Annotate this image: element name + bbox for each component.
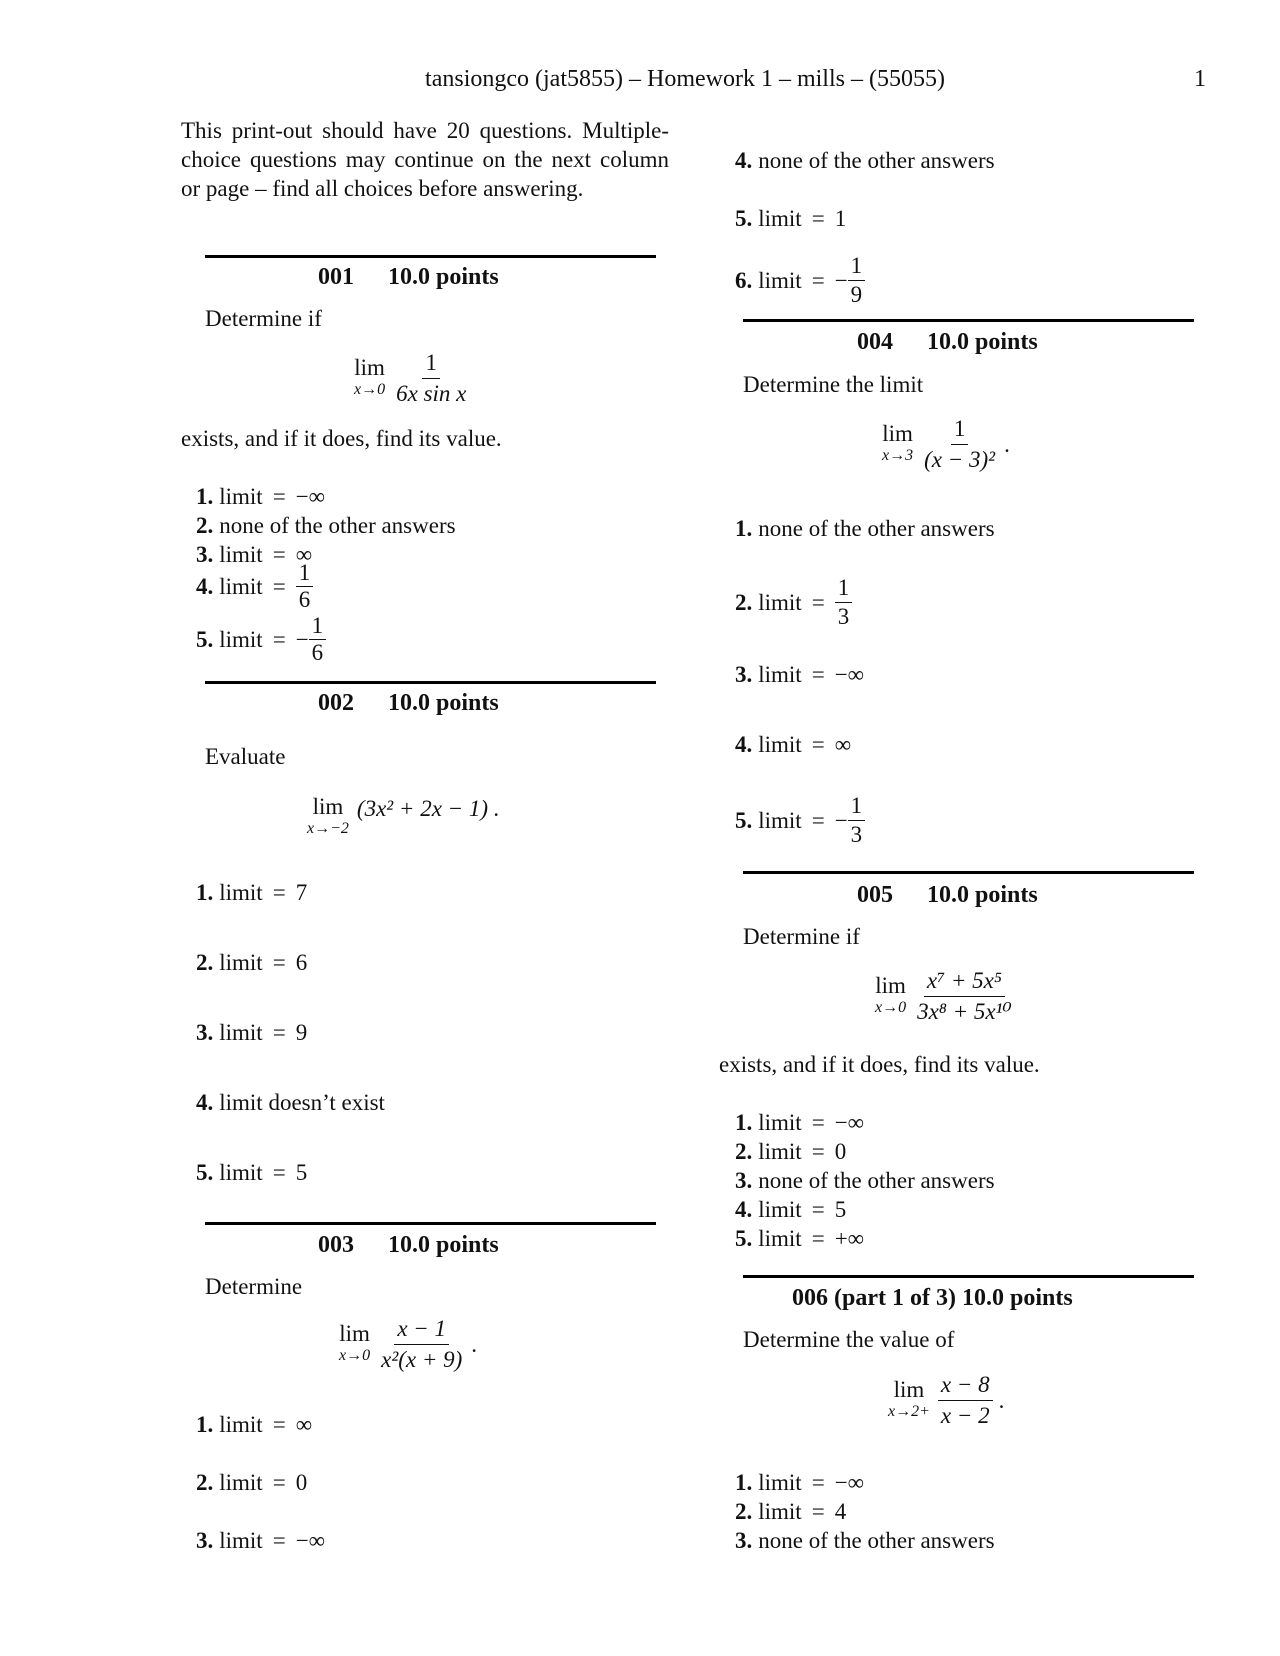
- choice-1[interactable]: 1. limit = −∞: [735, 1470, 865, 1495]
- page-header: [0, 66, 1280, 100]
- question-followup: exists, and if it does, find its value.: [181, 426, 502, 451]
- fraction: $\frac{x - 8}{x - 2}$: [938, 1370, 993, 1431]
- limit-expression: [307, 796, 500, 840]
- polynomial: (3x² + 2x − 1) .: [356, 796, 500, 821]
- choice-1[interactable]: 1. limit = −∞: [196, 484, 326, 509]
- limit-operator: lim x→0: [875, 972, 907, 1016]
- choice-1[interactable]: 1. none of the other answers: [735, 516, 995, 541]
- choice-2[interactable]: 2. limit = 6: [196, 950, 308, 975]
- choice-3[interactable]: 3. limit = −∞: [196, 1528, 326, 1553]
- fraction: $\frac{1}{\text{6x sin x}}$: [396, 350, 467, 406]
- question-number: 003: [318, 1232, 354, 1258]
- question-number: 002: [318, 690, 354, 716]
- question-points: 10.0 points: [388, 1232, 499, 1258]
- question-header-006: 006 (part 1 of 3) 10.0 points: [792, 1285, 1073, 1311]
- limit-expression: lim x→2+ $\frac{x - 8}{x - 2}$ .: [888, 1370, 1004, 1431]
- choice-3[interactable]: 3. limit = −∞: [735, 662, 865, 687]
- question-header-004: [857, 329, 1038, 356]
- intro-paragraph: This print-out should have 20 questions. Multiple-choice questions may continue on the next column or page – find all choices before answering.: [181, 118, 669, 201]
- question-points: 10.0 points: [927, 882, 1038, 908]
- question-divider: [205, 255, 656, 258]
- question-prompt: Evaluate: [205, 744, 286, 769]
- limit-operator: lim x→0: [339, 1320, 371, 1364]
- choice-2[interactable]: 2. limit = 0: [196, 1470, 308, 1495]
- question-header-005: [857, 882, 1038, 909]
- limit-operator: lim x→3: [882, 420, 914, 464]
- choice-1[interactable]: 1. limit = 7: [196, 880, 308, 905]
- question-divider: [205, 681, 656, 684]
- question-number: 001: [318, 264, 354, 290]
- choice-1[interactable]: 1. limit = −∞: [735, 1110, 865, 1135]
- fraction: $\frac{x - 1}{\text{x²(x + 9)}}$: [381, 1316, 463, 1372]
- choice-4[interactable]: 4. none of the other answers: [735, 148, 995, 173]
- choice-5[interactable]: 5. limit = − $\frac{1}{3}$: [735, 792, 865, 849]
- choice-5[interactable]: 5. limit = 5: [196, 1160, 308, 1185]
- question-points: 10.0 points: [927, 329, 1038, 355]
- choice-2[interactable]: 2. limit = 0: [735, 1139, 847, 1164]
- limit-operator: lim x→0: [354, 354, 386, 398]
- choice-3[interactable]: 3. limit = 9: [196, 1020, 308, 1045]
- choice-3[interactable]: 3. none of the other answers: [735, 1528, 995, 1553]
- question-prompt: Determine the limit: [743, 372, 924, 397]
- choice-6[interactable]: 6. limit = − $\frac{1}{9}$: [735, 252, 865, 309]
- limit-expression: lim x→0 $\frac{x - 1}{\text{x²(x + 9)}}$ .: [339, 1314, 477, 1375]
- fraction: $\frac{\text{x⁷ + 5x⁵}}{\text{3x⁸ + 5x¹⁰}}$: [917, 968, 1012, 1024]
- choice-4[interactable]: 4. limit = ∞: [735, 732, 852, 757]
- question-points: 10.0 points: [388, 264, 499, 290]
- question-number: 004: [857, 329, 893, 355]
- question-divider: [743, 871, 1194, 874]
- choice-4[interactable]: 4. limit = $\frac{1}{6}$: [196, 560, 313, 613]
- question-header-002: [318, 690, 499, 717]
- limit-operator: lim x→−2: [307, 794, 349, 837]
- question-divider: [205, 1222, 656, 1225]
- question-number: 005: [857, 882, 893, 908]
- header-title: tansiongco (jat5855) – Homework 1 – mills – (55055): [425, 66, 945, 92]
- choice-2[interactable]: 2. limit = $\frac{1}{3}$: [735, 574, 852, 631]
- question-divider: [743, 319, 1194, 322]
- limit-expression: [354, 348, 469, 409]
- question-prompt: Determine the value of: [743, 1327, 955, 1352]
- limit-expression: lim x→3 $\frac{1}{\text{(x − 3)²}}$ .: [882, 414, 1010, 475]
- question-prompt: Determine if: [743, 924, 860, 949]
- question-points: 10.0 points: [388, 690, 499, 716]
- choice-1[interactable]: 1. limit = ∞: [196, 1412, 313, 1437]
- page-number: 1: [1194, 66, 1206, 92]
- question-header-003: [318, 1232, 499, 1259]
- question-prompt: Determine if: [205, 306, 322, 331]
- choice-5[interactable]: 5. limit = +∞: [735, 1226, 865, 1251]
- question-followup: exists, and if it does, find its value.: [719, 1052, 1040, 1077]
- question-prompt: Determine: [205, 1274, 303, 1299]
- question-divider: [743, 1275, 1194, 1278]
- choice-4[interactable]: 4. limit = 5: [735, 1197, 847, 1222]
- question-header-001: [318, 264, 499, 291]
- limit-expression: [875, 966, 1015, 1027]
- choice-2[interactable]: 2. limit = 4: [735, 1499, 847, 1524]
- limit-operator: lim x→2+: [888, 1376, 930, 1420]
- choice-2[interactable]: 2. none of the other answers: [196, 513, 456, 538]
- choice-5[interactable]: 5. limit = 1: [735, 206, 847, 231]
- fraction: $\frac{1}{\text{(x − 3)²}}$: [924, 416, 996, 472]
- choice-5[interactable]: 5. limit = − $\frac{1}{6}$: [196, 613, 326, 666]
- choice-4[interactable]: 4. limit doesn’t exist: [196, 1090, 385, 1115]
- choice-3[interactable]: 3. none of the other answers: [735, 1168, 995, 1193]
- choice-3[interactable]: 3. limit = ∞: [196, 542, 313, 567]
